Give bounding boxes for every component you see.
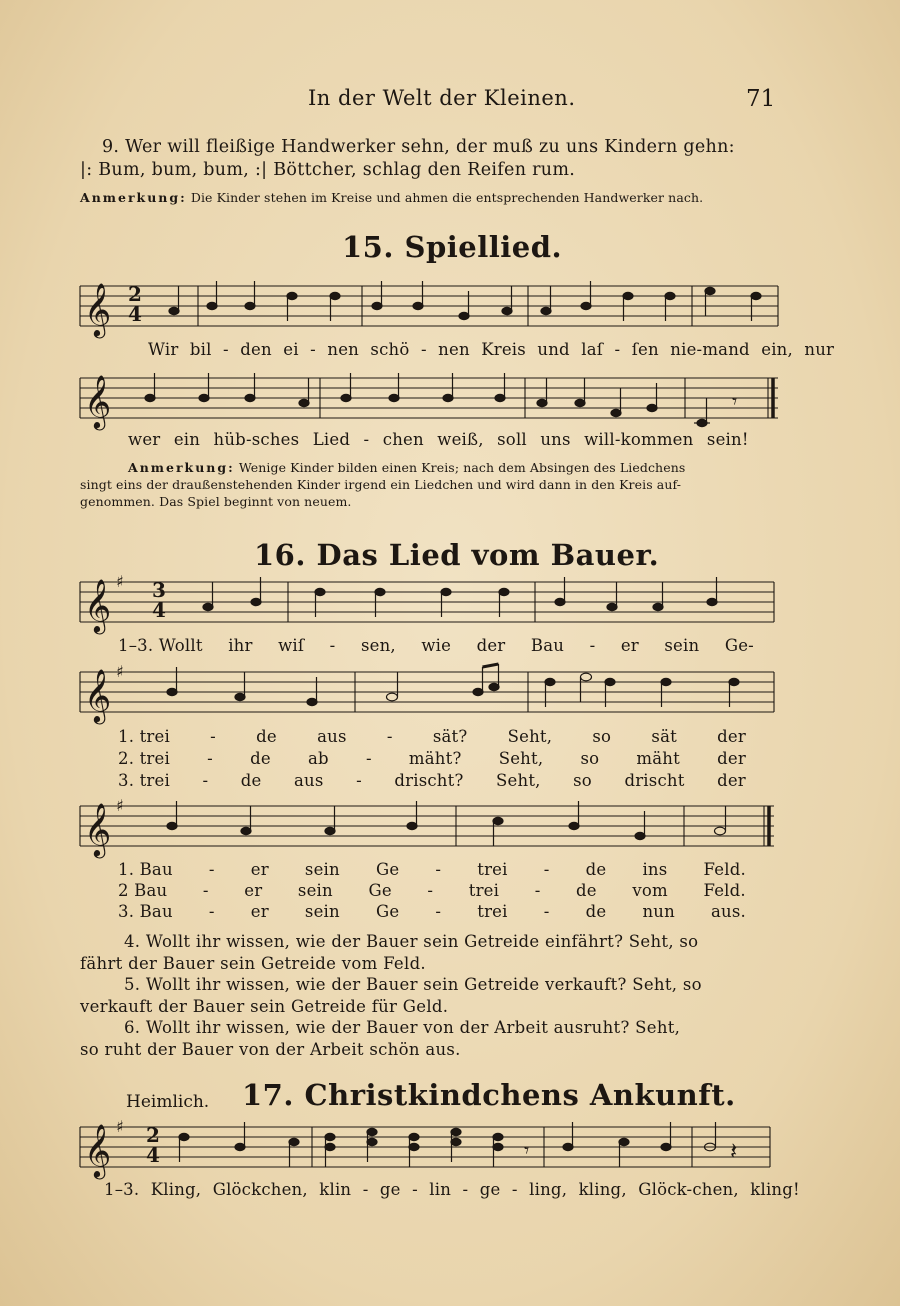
- page-number: 71: [746, 86, 776, 112]
- treble-clef-icon: 𝄞: [84, 802, 112, 856]
- annotation-label: Anmerkung:: [80, 190, 187, 205]
- verse-9-line-1: 9. Wer will fleißige Handwerker sehn, der muß zu uns Kindern gehn:: [102, 137, 735, 157]
- annotation-2-line-2: singt eins der draußenstehenden Kinder irgend ein Liedchen und wird dann in den Kreis auf-: [80, 477, 682, 492]
- song-16-lyrics-3-verse-2: 2 Bau - er sein Ge - trei - de vom Feld.: [118, 881, 746, 900]
- treble-clef-icon: 𝄞: [84, 578, 112, 632]
- song-16-lyrics-2-verse-2: 2. trei - de ab - mäht? Seht, so mäht der: [118, 749, 746, 768]
- sharp-icon: ♯: [116, 662, 124, 681]
- running-title: In der Welt der Kleinen.: [308, 86, 576, 110]
- rest-icon: 𝄽: [730, 1137, 738, 1165]
- song-16-lyrics-1: 1–3. Wollt ihr wiſ - sen, wie der Bau - er sein Ge-: [118, 636, 754, 655]
- song-17-tempo-marking: Heimlich.: [126, 1092, 210, 1112]
- sharp-icon: ♯: [116, 796, 124, 815]
- song-16-staff-3: [80, 796, 774, 856]
- song-17-title: 17. Christkindchens Ankunft.: [242, 1078, 736, 1112]
- song-16-time-signature: 3 4: [152, 578, 166, 622]
- annotation-label: Anmerkung:: [128, 460, 235, 475]
- sharp-icon: ♯: [116, 1117, 124, 1136]
- sharp-icon: ♯: [116, 572, 124, 591]
- annotation-2-line-3: genommen. Das Spiel beginnt von neuem.: [80, 494, 352, 509]
- song-17-time-signature: 2 4: [146, 1123, 160, 1167]
- annotation-text: Wenige Kinder bilden einen Kreis; nach dem Absingen des Liedchens: [238, 460, 686, 475]
- rest-icon: 𝄾: [524, 1138, 530, 1162]
- song-16-staff-1: [80, 572, 774, 632]
- treble-clef-icon: 𝄞: [84, 1123, 112, 1177]
- song-15-lyrics-1: Wir bil - den ei - nen schö - nen Kreis und laſ - ſen nie-mand ein, nur: [148, 340, 835, 359]
- song-16-lyrics-2-verse-1: 1. trei - de aus - sät? Seht, so sät der: [118, 727, 746, 746]
- song-15-staff-2: [80, 374, 778, 428]
- song-16-title: 16. Das Lied vom Bauer.: [254, 538, 660, 572]
- rest-icon: 𝄾: [732, 389, 738, 413]
- verse-4-line-1: 4. Wollt ihr wissen, wie der Bauer sein Getreide einfährt? Seht, so: [124, 932, 699, 951]
- treble-clef-icon: 𝄞: [84, 668, 112, 722]
- song-16-lyrics-2-verse-3: 3. trei - de aus - drischt? Seht, so drischt der: [118, 771, 746, 790]
- verse-4-line-2: fährt der Bauer sein Getreide vom Feld.: [80, 954, 426, 973]
- song-15-lyrics-2: wer ein hüb-sches Lied - chen weiß, soll uns will-kommen sein!: [128, 430, 749, 449]
- annotation-text: Die Kinder stehen im Kreise und ahmen die entsprechenden Handwerker nach.: [190, 190, 704, 205]
- annotation-1: [80, 190, 703, 205]
- song-17-staff-1: [80, 1117, 770, 1177]
- song-17-lyrics-1: 1–3. Kling, Glöckchen, klin - ge - lin - ge - ling, kling, Glöck-chen, kling!: [104, 1180, 800, 1199]
- annotation-2-line-1: [128, 460, 685, 475]
- song-15-title: 15. Spiellied.: [342, 230, 563, 264]
- treble-clef-icon: 𝄞: [84, 282, 112, 336]
- verse-6-line-1: 6. Wollt ihr wissen, wie der Bauer von der Arbeit ausruht? Seht,: [124, 1018, 681, 1037]
- verse-9-line-2: |: Bum, bum, bum, :| Böttcher, schlag den Reifen rum.: [80, 160, 576, 180]
- verse-5-line-1: 5. Wollt ihr wissen, wie der Bauer sein Getreide verkauft? Seht, so: [124, 975, 702, 994]
- song-16-staff-2: [80, 662, 774, 722]
- verse-5-line-2: verkauft der Bauer sein Getreide für Geld.: [80, 997, 449, 1016]
- treble-clef-icon: 𝄞: [84, 374, 112, 428]
- verse-6-line-2: so ruht der Bauer von der Arbeit schön aus.: [80, 1040, 461, 1059]
- song-15-staff-1: [80, 282, 778, 336]
- song-16-lyrics-3-verse-3: 3. Bau - er sein Ge - trei - de nun aus.: [118, 902, 746, 921]
- song-16-lyrics-3-verse-1: 1. Bau - er sein Ge - trei - de ins Feld.: [118, 860, 746, 879]
- song-15-time-signature: 2 4: [128, 282, 142, 326]
